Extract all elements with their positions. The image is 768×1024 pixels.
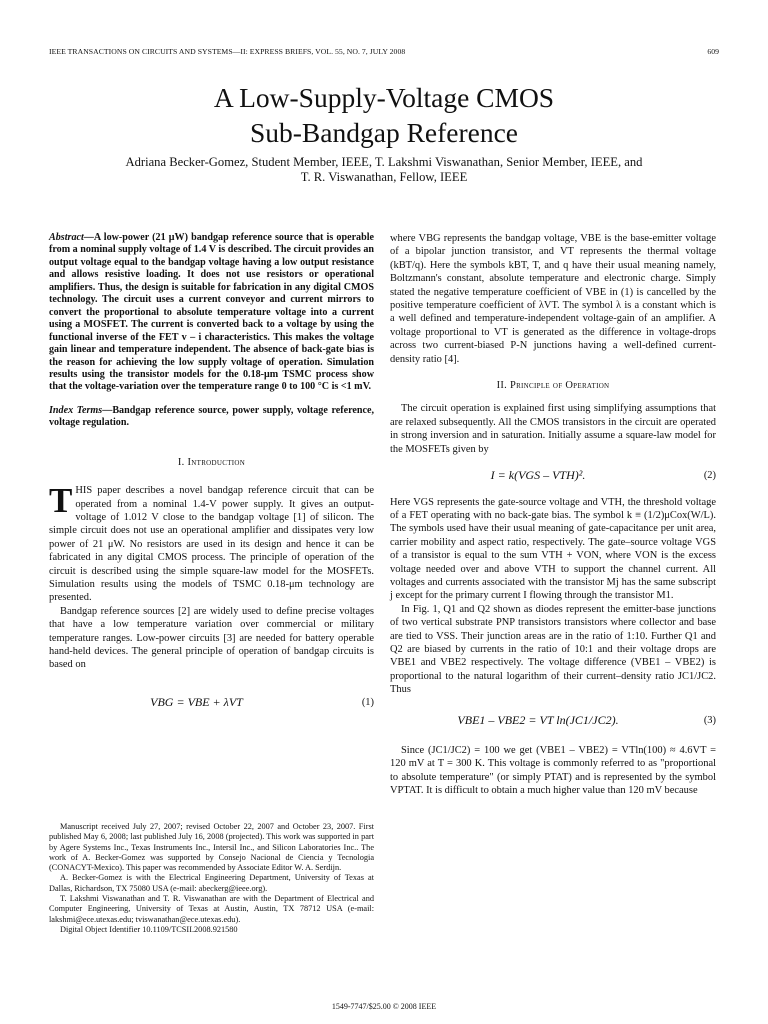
drop-cap: T [49, 481, 73, 521]
journal-name: IEEE TRANSACTIONS ON CIRCUITS AND SYSTEMS—II: EXPRESS BRIEFS, VOL. 55, NO. 7, JULY 2008 [49, 47, 406, 56]
equation-number: (3) [703, 714, 716, 726]
equation-number: (2) [703, 470, 716, 482]
equation-body: VBG = VBE + λVT [150, 694, 243, 709]
equation-body: VBE1 – VBE2 = VT ln(JC1/JC2). [457, 712, 619, 727]
author-list [60, 155, 708, 185]
section-title: Principle of Operation [509, 380, 610, 392]
paragraph: Bandgap reference sources [2] are widely used to define precise voltages that have a low temperature variation over commercial or military temperature ranges. Low-power circuits [3] are needed for battery operable hand-held devices. The general principle of operation of bandgap circuits is based on [49, 605, 374, 671]
left-column [49, 232, 374, 722]
index-terms-text: —Bandgap reference source, power supply, voltage reference, voltage regulation. [49, 404, 374, 429]
equation-3 [390, 714, 716, 727]
abstract-text: —A low-power (21 μW) bandgap reference source that is operable from a nominal supply voltage of 1.4 V is described. The circuit provides an output voltage equal to the bandgap voltage having a low output resistance and allows resistive loading. It does not use resistors or operational amplifiers. Thus, the design is suitable for fabrication in any digital CMOS technology. The circuit uses a current conveyor and current mirrors to convert the proportional to absolute temperature voltage into a current using a MOSFET. The current is converted back to a voltage by using the functional inverse of the FET v – i characteristics. This makes the voltage gain linear and temperature independent. The absence of back-gate bias is the reason for achieving the low supply voltage of operation. Simulation results using the transistor models for the 0.18-μm TSMC process show that the voltage-variation over the temperature range 0 to 100 °C is <1 mV. [49, 232, 374, 393]
authors-line-1: Adriana Becker-Gomez, Student Member, IEEE, T. Lakshmi Viswanathan, Senior Member, IEEE, and [125, 155, 643, 169]
abstract [49, 232, 374, 394]
copyright-footer: 1549-7747/$25.00 © 2008 IEEE [331, 1002, 437, 1011]
right-column [390, 232, 716, 798]
section-numeral: II. [496, 380, 508, 392]
equation-number: (1) [361, 696, 374, 708]
intro-paragraph [49, 481, 374, 605]
authors-line-2: T. R. Viswanathan, Fellow, IEEE [300, 170, 468, 184]
paragraph: where VBG represents the bandgap voltage, VBE is the base-emitter voltage of a bipolar junction transistor, and VT represents the thermal voltage (kBT/q). Here the symbols kBT, T, and q have their usual meaning namely, Boltzmann's constant, absolute temperature and electronic charge. Simply stated the negative temperature coefficient of VBE in (1) is cancelled by the positive temperature coefficient of λVT. The symbol λ is a constant which is a well defined and temperature-independent voltage-gain of an amplifier. A voltage proportional to VT is generated as the difference in voltage-drops across two current-biased P-N junctions having a well-defined current-density ratio [4]. [390, 233, 716, 365]
abstract-lead: Abstract [49, 232, 84, 243]
paper-title [40, 80, 728, 150]
running-header [49, 47, 719, 56]
section-numeral: I. [177, 456, 185, 468]
title-line-1: A Low-Supply-Voltage CMOS [213, 82, 555, 113]
equation-1 [49, 696, 374, 709]
equation-2 [390, 469, 716, 482]
footnote-doi: Digital Object Identifier 10.1109/TCSII.2008.921580 [60, 924, 238, 934]
footnote-manuscript: Manuscript received July 27, 2007; revised October 22, 2007 and October 23, 2007. First published May 6, 2008; last published July 16, 2008 (projected). This work was supported in part by Agere Systems Inc., Texas Instruments Inc., Intersil Inc., and Silicon Laboratories Inc.. The work of A. Becker-Gomez was supported by Consejo Nacional de Ciencia y Tecnologia (CONACYT-Mexico). This paper was recommended by Associate Editor W. A. Serdijn. [49, 822, 374, 873]
footnotes [49, 822, 374, 935]
section-heading-principle [390, 379, 716, 392]
footnote-author-2: T. Lakshmi Viswanathan and T. R. Viswanathan are with the Department of Electrical and Computer Engineering, University of Texas at Austin, Austin, TX 78712 USA (e-mail: lakshmi@ece.utexas.edu; tviswanathan@ece.utexas.edu). [49, 894, 374, 924]
equation-body: I = k(VGS – VTH)². [490, 468, 586, 483]
index-terms [49, 405, 374, 430]
title-line-2: Sub-Bandgap Reference [249, 117, 519, 148]
paragraph: Since (JC1/JC2) = 100 we get (VBE1 – VBE2) = VTln(100) ≈ 4.6VT = 120 mV at T = 300 K. This voltage is commonly referred to as "proportional to absolute temperature" (or simply PTAT) and is represented by the symbol VPTAT. It is difficult to obtain a much higher value than 120 mV because [390, 745, 716, 797]
index-terms-lead: Index Terms [49, 404, 103, 416]
paragraph: The circuit operation is explained first using simplifying assumptions that are relaxed subsequently. All the CMOS transistors in the circuit are operated in strong inversion and in saturation. Initially assume a square-law model for the MOSFETs given by [390, 403, 716, 455]
paragraph-text: HIS paper describes a novel bandgap reference circuit that can be operated from a nominal 1.4-V power supply. It gives an output-voltage of 1.012 V close to the bandgap voltage [1] of silicon. The simple circuit does not use an operational amplifier and dissipates very low power of 21 μW. No resistors are used in its design and hence it can be fabricated in any digital CMOS process. The principle of operation of the circuit is described using the simple square-law model for the MOSFETs. Simulation results using the models of TSMC 0.18-μm technology are presented. [49, 485, 374, 604]
paragraph: In Fig. 1, Q1 and Q2 shown as diodes represent the emitter-base junctions of two vertical substrate PNP transistors transistors where collector and base are tied to VSS. Their junction areas are in the ratio of 1:10. Further Q1 and Q2 are biased by currents in the ratio of 10:1 and their voltage drops are VBE1 and VBE2 respectively. The voltage difference (VBE1 – VBE2) is proportional to the natural logarithm of their current–density ratio JC1/JC2. Thus [390, 603, 716, 696]
paragraph: Here VGS represents the gate-source voltage and VTH, the threshold voltage of a FET operating with no back-gate bias. The symbol k ≡ (1/2)μCox(W/L). The symbols used have their usual meaning of gate-capacitance per unit area, carrier mobility and aspect ratio, respectively. The gate–source voltage VGS of a transistor is equal to the sum VTH + VON, where VON is the excess voltage needed over and above VTH to support the channel current. All voltages and currents associated with the transistor Mj has the same subscript j except for the primary current I flowing through the transistor M1. [390, 496, 716, 602]
section-heading-introduction [49, 456, 374, 469]
footnote-author-1: A. Becker-Gomez is with the Electrical Engineering Department, University of Texas at Dallas, Richardson, TX 75080 USA (e-mail: abeckerg@ieee.org). [49, 873, 374, 893]
page-number: 609 [707, 47, 719, 56]
section-title: Introduction [187, 456, 246, 468]
